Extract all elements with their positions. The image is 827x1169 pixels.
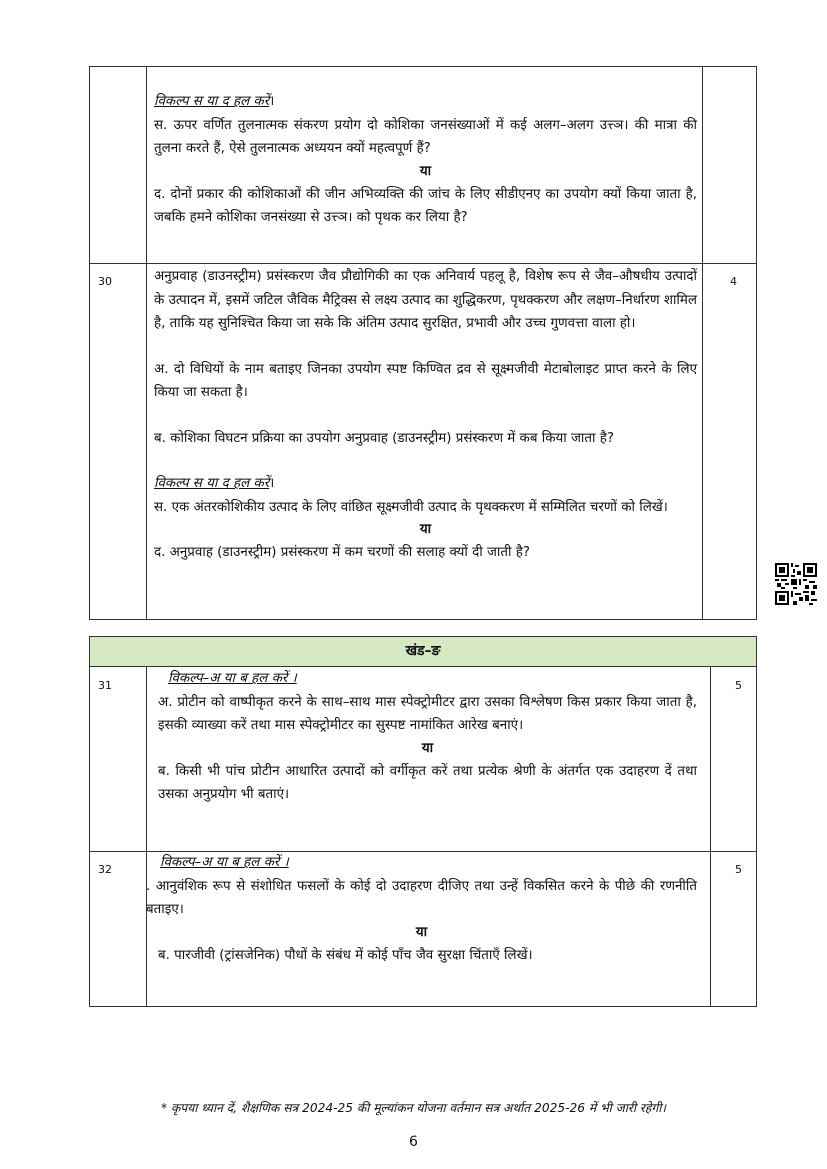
qr-code-icon — [775, 563, 817, 605]
section-title: खंड–ङ — [90, 637, 756, 667]
question-part-a: अ. प्रोटीन को वाष्पीकृत करने के साथ–साथ मास स्पेक्ट्रोमीटर द्वारा उसका विश्लेषण किस प्रकार किया जाता है, इसकी व्याख्या करें तथा मास स्पेक्ट्रोमीटर का सुस्पष्ट नामांकित आरेख बनाएं। — [158, 694, 697, 733]
q31-content — [158, 667, 697, 807]
question-part-a: अ. दो विधियों के नाम बताइए जिनका उपयोग स्पष्ट किण्वित द्रव से सूक्ष्मजीवी मेटाबोलाइट प्राप्त करने के लिए किया जा सकता है। — [154, 361, 697, 400]
question-part-c: स. एक अंतरकोशिकीय उत्पाद के लिए वांछित सूक्ष्मजीवी उत्पाद के पृथक्करण में सम्मिलित चरणों को लिखें। — [154, 499, 668, 515]
question-part-d: द. दोनों प्रकार की कोशिकाओं की जीन अभिव्यक्ति की जांच के लिए सीडीएनए का उपयोग क्यों किया जाता है, जबकि हमने कोशिका जनसंख्या से उत्त्ञ। को पृथक कर लिया है? — [154, 186, 697, 225]
q29-content — [154, 90, 697, 230]
footnote: * कृपया ध्यान दें, शैक्षणिक सत्र 2024-25 की मूल्यांकन योजना वर्तमान सत्र अर्थात 2025-26 में भी जारी रहेगी। — [160, 1101, 666, 1115]
q32-content — [146, 851, 697, 967]
page-number: 6 — [409, 1134, 418, 1150]
q30-content — [154, 265, 697, 565]
or-separator: या — [421, 740, 434, 756]
question-table-1 — [89, 66, 757, 620]
column-divider — [702, 67, 703, 619]
column-divider — [146, 67, 147, 619]
question-number: 31 — [98, 679, 112, 692]
question-marks: 4 — [730, 275, 737, 288]
question-part-b: ब. किसी भी पांच प्रोटीन आधारित उत्पादों को वर्गीकृत करें तथा प्रत्येक श्रेणी के अंतर्गत एक उदाहरण दें तथा उसका अनुप्रयोग भी बताएं। — [158, 763, 697, 802]
question-number: 30 — [98, 275, 112, 288]
option-instruction: विकल्प स या द हल करें। — [154, 94, 275, 109]
or-separator: या — [419, 163, 432, 179]
question-part-b: ब. पारजीवी (ट्रांसजेनिक) पौधों के संबंध में कोई पाँच जैव सुरक्षा चिंताएँ लिखें। — [158, 947, 533, 963]
question-number: 32 — [98, 863, 112, 876]
question-intro: अनुप्रवाह (डाउनस्ट्रीम) प्रसंस्करण जैव प्रौद्योगिकी का एक अनिवार्य पहलू है, विशेष रूप से जैव–औषधीय उत्पादों के उत्पादन में, इसमें जटिल जैविक मैट्रिक्स से लक्ष्य उत्पाद का शुद्धिकरण, पृथक्करण और लक्षण–निर्धारण शामिल है, ताकि यह सुनिश्चित किया जा सके कि अंतिम उत्पाद सुरक्षित, प्रभावी और उच्च गुणवत्ता वाला हो। — [154, 269, 697, 331]
question-table-2 — [89, 636, 757, 1007]
option-instruction: विकल्प स या द हल करें। — [154, 476, 275, 491]
or-separator: या — [415, 924, 428, 940]
question-marks: 5 — [735, 679, 742, 692]
column-divider — [710, 667, 711, 1006]
question-part-d: द. अनुप्रवाह (डाउनस्ट्रीम) प्रसंस्करण में कम चरणों की सलाह क्यों दी जाती है? — [154, 545, 530, 560]
or-separator: या — [419, 522, 432, 537]
option-instruction: विकल्प–अ या ब हल करें । — [168, 671, 297, 686]
question-part-b: ब. कोशिका विघटन प्रक्रिया का उपयोग अनुप्रवाह (डाउनस्ट्रीम) प्रसंस्करण में कब किया जाता है? — [154, 430, 614, 446]
question-part-c: स. ऊपर वर्णित तुलनात्मक संकरण प्रयोग दो कोशिका जनसंख्याओं में कई अलग–अलग उत्त्ञ। की मात्रा की तुलना करते हैं, ऐसे तुलनात्मक अध्ययन क्यों महत्वपूर्ण हैं? — [154, 117, 697, 156]
question-marks: 5 — [735, 863, 742, 876]
question-part-a: . आनुवंशिक रूप से संशोधित फसलों के कोई दो उदाहरण दीजिए तथा उन्हें विकसित करने के पीछे की रणनीति बताइए। — [146, 878, 697, 917]
row-divider — [90, 263, 756, 264]
option-instruction: विकल्प–अ या ब हल करें । — [160, 855, 289, 870]
